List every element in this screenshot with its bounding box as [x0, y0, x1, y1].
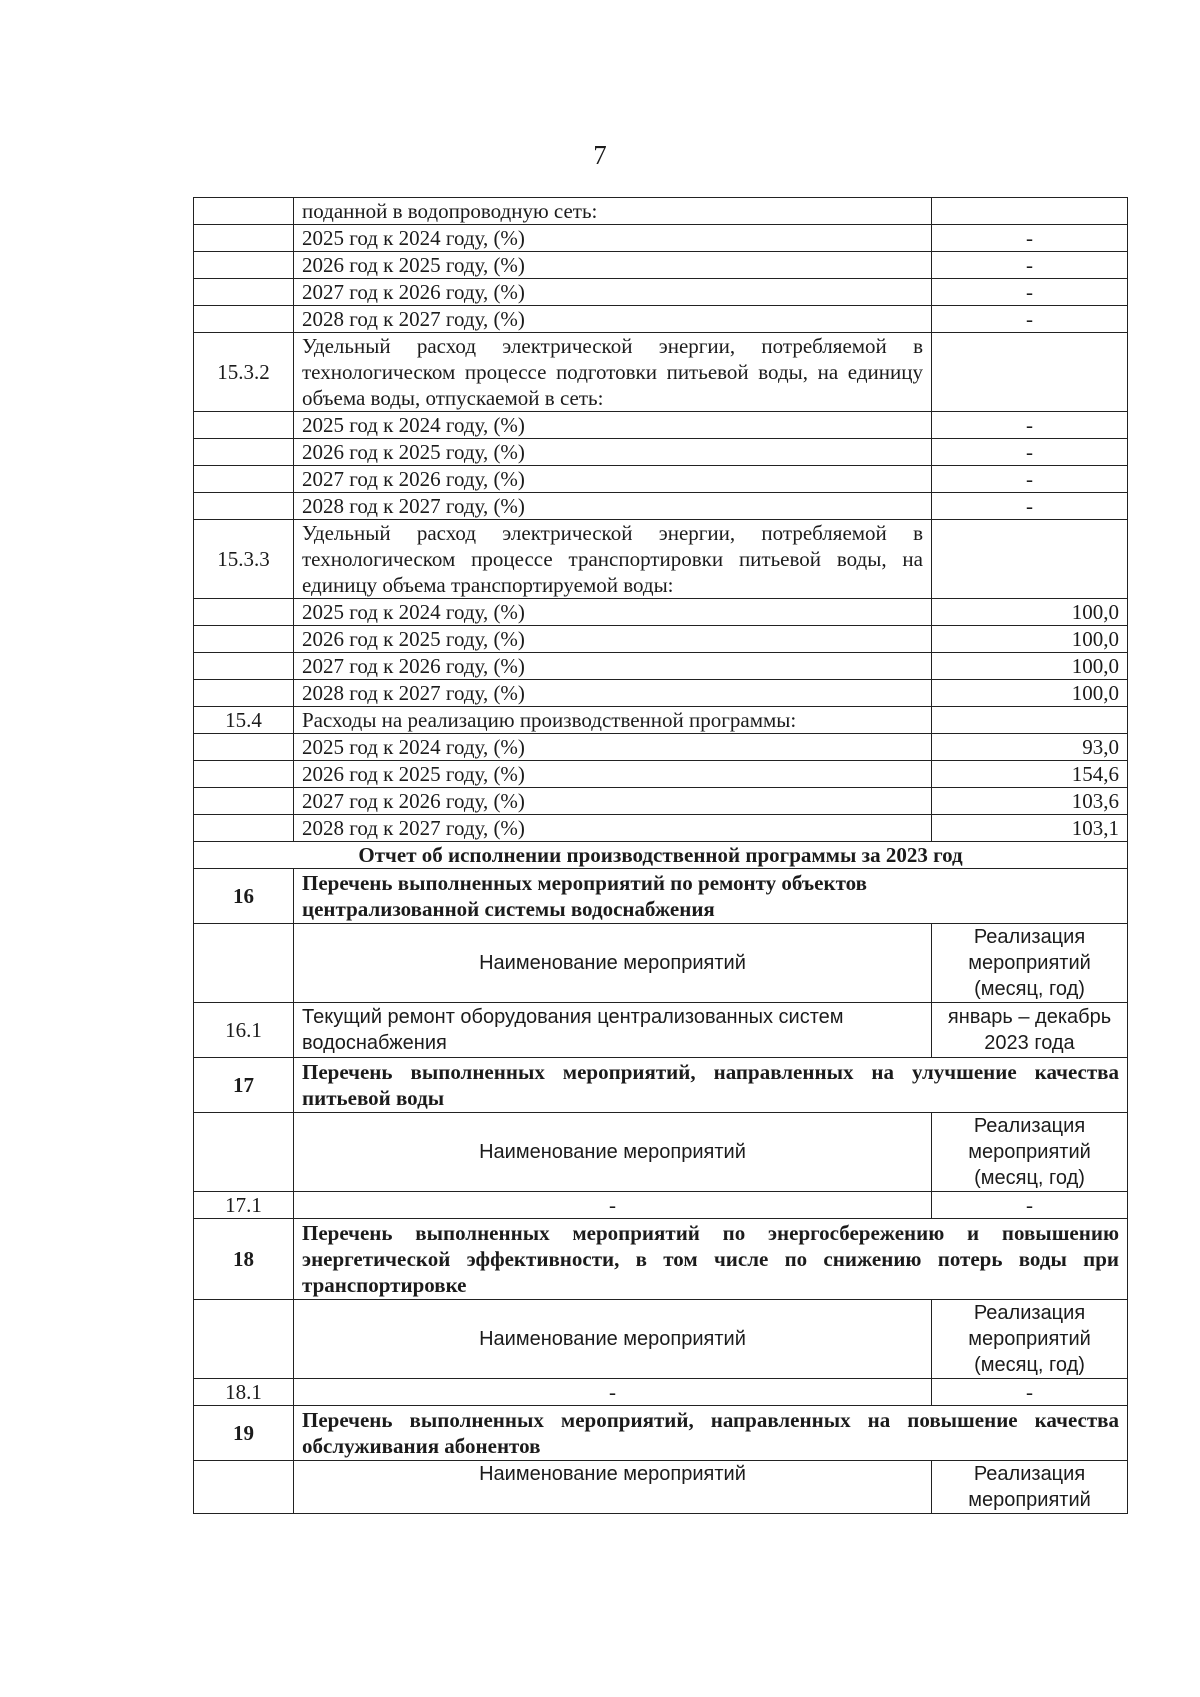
section-number: 17 [194, 1058, 294, 1113]
table-row [194, 439, 1128, 466]
section-header-row [194, 1219, 1128, 1300]
label-cell: 2028 год к 2027 году, (%) [294, 815, 932, 842]
col-header-realization-line1: Реализация [973, 1463, 1086, 1485]
section-title: Удельный расход электрической энергии, потребляемой в технологическом процессе подготовки питьевой воды, на единицу объема воды, отпускаемой в сеть: [294, 333, 932, 412]
col-header-realization [932, 924, 1128, 1003]
section-number: 18 [194, 1219, 294, 1300]
section-number: 15.4 [194, 707, 294, 734]
page-number: 7 [593, 140, 607, 170]
col-header-realization [932, 1300, 1128, 1379]
value-cell: 154,6 [932, 761, 1128, 788]
label-cell: 2025 год к 2024 году, (%) [294, 412, 932, 439]
table-row [194, 225, 1128, 252]
col-header-realization-line3: (месяц, год) [974, 1354, 1085, 1376]
table-row [194, 815, 1128, 842]
table-row [194, 599, 1128, 626]
label-cell: 2028 год к 2027 году, (%) [294, 680, 932, 707]
label-cell: 2026 год к 2025 году, (%) [294, 439, 932, 466]
item-name: - [294, 1379, 932, 1406]
value-cell: 100,0 [932, 680, 1128, 707]
col-header-realization-line2: мероприятий [968, 1141, 1091, 1163]
value-cell: 100,0 [932, 599, 1128, 626]
report-title-row [194, 842, 1128, 869]
value-cell: - [932, 306, 1128, 333]
col-header-name: Наименование мероприятий [294, 1461, 932, 1514]
num-cell [194, 198, 294, 225]
table-row [194, 761, 1128, 788]
label-cell: 2025 год к 2024 году, (%) [294, 734, 932, 761]
section-title [294, 869, 1128, 924]
table-row [194, 680, 1128, 707]
item-number: 16.1 [194, 1003, 294, 1058]
col-header-realization-line3: (месяц, год) [974, 1167, 1085, 1189]
value-cell: 103,6 [932, 788, 1128, 815]
label-cell: 2027 год к 2026 году, (%) [294, 279, 932, 306]
table-row [194, 1192, 1128, 1219]
value-cell: - [932, 252, 1128, 279]
item-period-line1: январь – декабрь [947, 1006, 1112, 1028]
column-header-row [194, 924, 1128, 1003]
column-header-row [194, 1113, 1128, 1192]
value-cell [932, 198, 1128, 225]
value-cell: 103,1 [932, 815, 1128, 842]
table-row [194, 653, 1128, 680]
col-header-realization-line1: Реализация [973, 1115, 1086, 1137]
section-title-text: Перечень выполненных мероприятий по ремонту объектов централизованной системы водоснабжения [302, 871, 867, 921]
col-header-name: Наименование мероприятий [294, 924, 932, 1003]
column-header-row [194, 1461, 1128, 1514]
col-header-realization [932, 1461, 1128, 1514]
table-row [194, 279, 1128, 306]
section-header-row [194, 333, 1128, 412]
section-number: 19 [194, 1406, 294, 1461]
table-row [194, 466, 1128, 493]
table-row [194, 493, 1128, 520]
section-number: 15.3.3 [194, 520, 294, 599]
section-title: Перечень выполненных мероприятий, направленных на улучшение качества питьевой воды [294, 1058, 1128, 1113]
section-header-row [194, 520, 1128, 599]
table-row [194, 626, 1128, 653]
label-cell: 2028 год к 2027 году, (%) [294, 493, 932, 520]
col-header-realization-line1: Реализация [973, 926, 1086, 948]
col-header-realization-line2: мероприятий [968, 952, 1091, 974]
label-cell: 2025 год к 2024 году, (%) [294, 599, 932, 626]
table-row [194, 788, 1128, 815]
col-header-realization-line2: мероприятий [968, 1489, 1091, 1511]
section-number: 16 [194, 869, 294, 924]
column-header-row [194, 1300, 1128, 1379]
production-program-table [193, 197, 1128, 1514]
item-number: 17.1 [194, 1192, 294, 1219]
section-title: Перечень выполненных мероприятий, направленных на повышение качества обслуживания абонентов [294, 1406, 1128, 1461]
label-cell: 2027 год к 2026 году, (%) [294, 788, 932, 815]
label-cell: 2027 год к 2026 году, (%) [294, 653, 932, 680]
value-cell: 100,0 [932, 653, 1128, 680]
item-period: - [932, 1379, 1128, 1406]
value-cell: 93,0 [932, 734, 1128, 761]
value-cell: - [932, 466, 1128, 493]
table-row [194, 734, 1128, 761]
item-name: Текущий ремонт оборудования централизованных систем водоснабжения [294, 1003, 932, 1058]
table-row [194, 1379, 1128, 1406]
section-header-row [194, 869, 1128, 924]
section-title: Удельный расход электрической энергии, потребляемой в технологическом процессе транспортировки питьевой воды, на единицу объема транспортируемой воды: [294, 520, 932, 599]
value-cell: 100,0 [932, 626, 1128, 653]
col-header-name: Наименование мероприятий [294, 1113, 932, 1192]
label-cell: 2026 год к 2025 году, (%) [294, 252, 932, 279]
item-period [932, 1003, 1128, 1058]
label-cell: 2027 год к 2026 году, (%) [294, 466, 932, 493]
table-row [194, 306, 1128, 333]
item-name: - [294, 1192, 932, 1219]
value-cell: - [932, 225, 1128, 252]
item-number: 18.1 [194, 1379, 294, 1406]
value-cell: - [932, 439, 1128, 466]
table-row [194, 1003, 1128, 1058]
label-cell: поданной в водопроводную сеть: [294, 198, 932, 225]
value-cell: - [932, 412, 1128, 439]
col-header-realization-line2: мероприятий [968, 1328, 1091, 1350]
label-cell: 2026 год к 2025 году, (%) [294, 761, 932, 788]
label-cell: 2026 год к 2025 году, (%) [294, 626, 932, 653]
item-period-line2: 2023 года [984, 1032, 1075, 1054]
value-cell: - [932, 493, 1128, 520]
section-title: Расходы на реализацию производственной программы: [294, 707, 932, 734]
col-header-realization-line1: Реализация [973, 1302, 1086, 1324]
value-cell: - [932, 279, 1128, 306]
section-number: 15.3.2 [194, 333, 294, 412]
table-row [194, 198, 1128, 225]
col-header-realization-line3: (месяц, год) [974, 978, 1085, 1000]
report-title: Отчет об исполнении производственной программы за 2023 год [194, 842, 1128, 869]
table-row [194, 412, 1128, 439]
label-cell: 2025 год к 2024 году, (%) [294, 225, 932, 252]
section-header-row [194, 1058, 1128, 1113]
item-period: - [932, 1192, 1128, 1219]
section-header-row [194, 707, 1128, 734]
section-header-row [194, 1406, 1128, 1461]
section-title: Перечень выполненных мероприятий по энергосбережению и повышению энергетической эффективности, в том числе по снижению потерь воды при транспортировке [294, 1219, 1128, 1300]
col-header-name: Наименование мероприятий [294, 1300, 932, 1379]
table-row [194, 252, 1128, 279]
col-header-realization [932, 1113, 1128, 1192]
label-cell: 2028 год к 2027 году, (%) [294, 306, 932, 333]
